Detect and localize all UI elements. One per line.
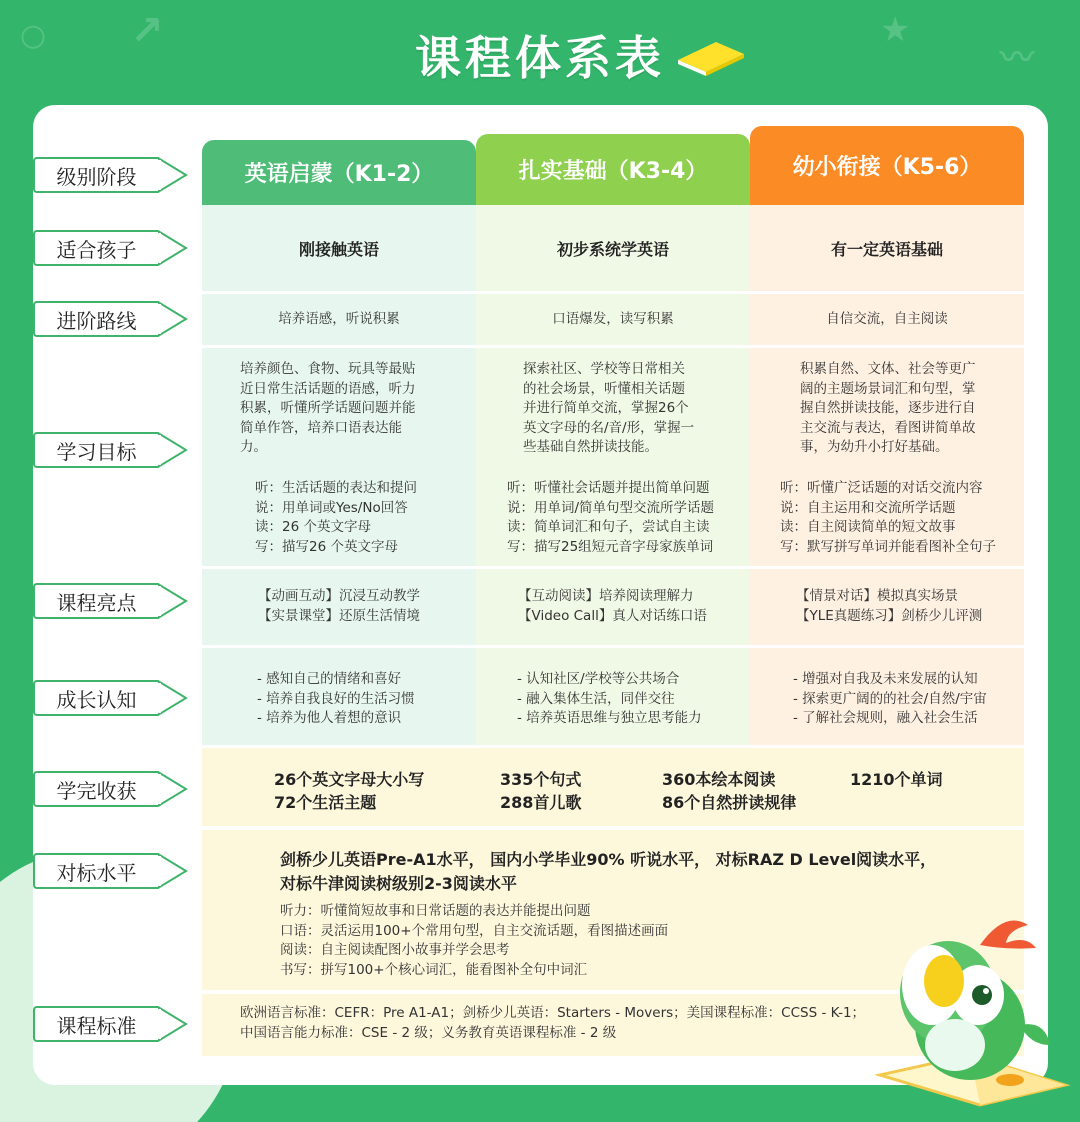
arrow-tip-icon <box>158 583 188 619</box>
goal-line: 近日常生活话题的语感，听力 <box>240 380 416 397</box>
growth-line: - 培养英语思维与独立思考能力 <box>517 710 702 726</box>
level2-header-label: 扎实基础（K3-4） <box>518 159 708 184</box>
skill-line: 写：描写26 个英文字母 <box>255 538 398 555</box>
highlight-line: 【情景对话】模拟真实场景 <box>796 588 958 604</box>
row-label-goals <box>33 432 188 468</box>
goal-line: 并进行简单交流，掌握26个 <box>523 400 689 416</box>
growth-line: - 融入集体生活，同伴交往 <box>517 690 675 707</box>
level2-suitable: 初步系统学英语 <box>556 240 669 259</box>
level1-column-bg <box>202 205 476 745</box>
level1-suitable: 刚接触英语 <box>298 240 379 259</box>
row-label-path <box>33 301 188 337</box>
level3-suitable: 有一定英语基础 <box>830 240 943 259</box>
row-divider <box>202 645 1024 648</box>
row-label-path-text: 进阶路线 <box>33 301 158 337</box>
skill-line: 读：26 个英文字母 <box>255 519 371 535</box>
benchmark-detail: 书写：拼写100+个核心词汇，能看图补全句中词汇 <box>280 961 588 978</box>
row-label-suitable-text: 适合孩子 <box>33 230 158 266</box>
page-title: 课程体系表 <box>415 31 665 85</box>
gains-group <box>500 768 640 814</box>
goal-line: 握自然拼读技能，逐步进行自 <box>800 400 976 416</box>
skill-line: 说：用单词/简单句型交流所学话题 <box>507 499 715 516</box>
growth-line: - 感知自己的情绪和喜好 <box>257 671 402 687</box>
skill-line: 写：默写拼写单词并能看图补全句子 <box>780 538 996 555</box>
row-label-benchmark <box>33 853 188 889</box>
goal-line: 的社会场景，听懂相关话题 <box>523 380 685 397</box>
level1-path: 培养语感，听说积累 <box>278 311 400 327</box>
row-label-goals-text: 学习目标 <box>33 432 158 468</box>
level3-goals <box>800 360 1020 458</box>
benchmark-title-line: 对标牛津阅读树级别2-3阅读水平 <box>280 874 517 893</box>
goal-line: 力。 <box>240 439 267 455</box>
row-label-highlights-text: 课程亮点 <box>33 583 158 619</box>
growth-line: - 了解社会规则，融入社会生活 <box>793 710 978 726</box>
level3-highlights <box>796 587 1021 626</box>
row-label-growth <box>33 680 188 716</box>
arrow-tip-icon <box>158 680 188 716</box>
row-divider <box>202 345 1024 348</box>
row-divider <box>202 566 1024 569</box>
skill-line: 写：描写25组短元音字母家族单词 <box>507 538 714 555</box>
highlight-line: 【动画互动】沉浸互动教学 <box>258 588 420 604</box>
level2-header <box>476 134 750 205</box>
skill-line: 读：简单词汇和句子，尝试自主读 <box>507 519 710 535</box>
level3-header <box>750 126 1024 205</box>
row-label-growth-text: 成长认知 <box>33 680 158 716</box>
level2-growth <box>517 670 745 729</box>
goal-line: 积累自然、文体、社会等更广 <box>800 361 976 377</box>
level1-skills <box>255 479 470 557</box>
gains-group <box>662 768 832 814</box>
goal-line: 些基础自然拼读技能。 <box>523 439 658 455</box>
goal-line: 主交流与表达，看图讲简单故 <box>800 419 976 436</box>
benchmark-detail: 口语：灵活运用100+个常用句型，自主交流话题，看图描述画面 <box>280 922 669 939</box>
level2-path: 口语爆发，读写积累 <box>552 311 674 327</box>
arrow-tip-icon <box>158 853 188 889</box>
skill-line: 说：自主运用和交流所学话题 <box>780 499 956 516</box>
gains-group <box>274 768 474 814</box>
level1-header <box>202 140 476 205</box>
level1-highlights <box>258 587 473 626</box>
standard-line: 欧洲语言标准：CEFR：Pre A1-A1；剑桥少儿英语：Starters - Movers；美国课程标准：CCSS - K-1； <box>240 1005 866 1021</box>
background-doodle-squiggle: 〰 <box>1000 38 1034 78</box>
benchmark-detail: 听力：听懂简短故事和日常话题的表达并能提出问题 <box>280 903 591 919</box>
benchmark-title-line: 剑桥少儿英语Pre-A1水平， 国内小学毕业90% 听说水平， 对标RAZ D Level阅读水平， <box>280 850 937 869</box>
gain-item: 1210个单词 <box>850 770 943 789</box>
background-doodle-circle: ○ <box>20 18 47 53</box>
level1-header-label: 英语启蒙（K1-2） <box>244 162 434 187</box>
arrow-tip-icon <box>158 432 188 468</box>
background-doodle-arrow: ↗ <box>130 8 164 54</box>
background-doodle-star: ★ <box>880 10 911 50</box>
highlight-line: 【YLE真题练习】剑桥少儿评测 <box>796 607 983 624</box>
row-label-standard <box>33 1006 188 1042</box>
growth-line: - 培养为他人着想的意识 <box>257 710 402 726</box>
gain-item: 360本绘本阅读 <box>662 770 776 789</box>
skill-line: 听：生活话题的表达和提问 <box>255 480 417 496</box>
row-label-gains <box>33 771 188 807</box>
row-label-stage <box>33 157 188 193</box>
benchmark-title <box>280 848 980 896</box>
level1-growth <box>257 670 472 729</box>
skill-line: 说：用单词或Yes/No回答 <box>255 499 408 516</box>
course-standard <box>240 1004 920 1043</box>
arrow-tip-icon <box>158 157 188 193</box>
level2-goals <box>523 360 743 458</box>
arrow-tip-icon <box>158 230 188 266</box>
goal-line: 简单作答，培养口语表达能 <box>240 419 402 436</box>
level3-path: 自信交流，自主阅读 <box>826 311 948 327</box>
arrow-tip-icon <box>158 1006 188 1042</box>
row-divider <box>202 291 1024 294</box>
level2-column-bg <box>476 205 750 745</box>
gain-item: 72个生活主题 <box>274 793 377 812</box>
standard-line: 中国语言能力标准：CSE - 2 级；义务教育英语课程标准 - 2 级 <box>240 1024 617 1041</box>
highlight-line: 【实景课堂】还原生活情境 <box>258 607 420 624</box>
goal-line: 探索社区、学校等日常相关 <box>523 361 685 377</box>
gain-item: 335个句式 <box>500 770 582 789</box>
growth-line: - 培养自我良好的生活习惯 <box>257 690 415 707</box>
highlight-line: 【Video Call】真人对话练口语 <box>518 607 707 624</box>
goal-line: 事，为幼升小打好基础。 <box>800 439 949 455</box>
gain-item: 86个自然拼读规律 <box>662 793 797 812</box>
gain-item: 288首儿歌 <box>500 793 582 812</box>
gain-item: 26个英文字母大小写 <box>274 770 425 789</box>
goal-line: 阔的主题场景词汇和句型，掌 <box>800 380 976 397</box>
row-label-gains-text: 学完收获 <box>33 771 158 807</box>
arrow-tip-icon <box>158 301 188 337</box>
skill-line: 听：听懂社会话题并提出简单问题 <box>507 480 710 496</box>
row-label-highlights <box>33 583 188 619</box>
level3-column-bg <box>750 205 1024 745</box>
level2-skills <box>507 479 747 557</box>
row-label-stage-text: 级别阶段 <box>33 157 158 193</box>
level3-header-label: 幼小衔接（K5-6） <box>792 155 982 180</box>
level3-skills <box>780 479 1022 557</box>
parrot-mascot-icon <box>860 905 1075 1110</box>
goal-line: 积累，听懂所学话题问题并能 <box>240 400 416 416</box>
growth-line: - 认知社区/学校等公共场合 <box>517 671 680 687</box>
growth-line: - 增强对自我及未来发展的认知 <box>793 671 978 687</box>
highlight-line: 【互动阅读】培养阅读理解力 <box>518 588 694 604</box>
arrow-tip-icon <box>158 771 188 807</box>
goal-line: 培养颜色、食物、玩具等最贴 <box>240 361 416 377</box>
skill-line: 听：听懂广泛话题的对话交流内容 <box>780 480 983 496</box>
skill-line: 读：自主阅读简单的短文故事 <box>780 519 956 535</box>
book-icon <box>676 36 746 76</box>
level2-highlights <box>518 587 743 626</box>
benchmark-detail: 阅读：自主阅读配图小故事并学会思考 <box>280 942 510 958</box>
row-label-suitable <box>33 230 188 266</box>
growth-line: - 探索更广阔的的社会/自然/宇宙 <box>793 690 987 707</box>
goal-line: 英文字母的名/音/形，掌握一 <box>523 419 695 436</box>
level1-goals <box>240 360 460 458</box>
gains-group <box>850 768 1000 791</box>
level3-growth <box>793 670 1021 729</box>
row-label-standard-text: 课程标准 <box>33 1006 158 1042</box>
row-label-benchmark-text: 对标水平 <box>33 853 158 889</box>
